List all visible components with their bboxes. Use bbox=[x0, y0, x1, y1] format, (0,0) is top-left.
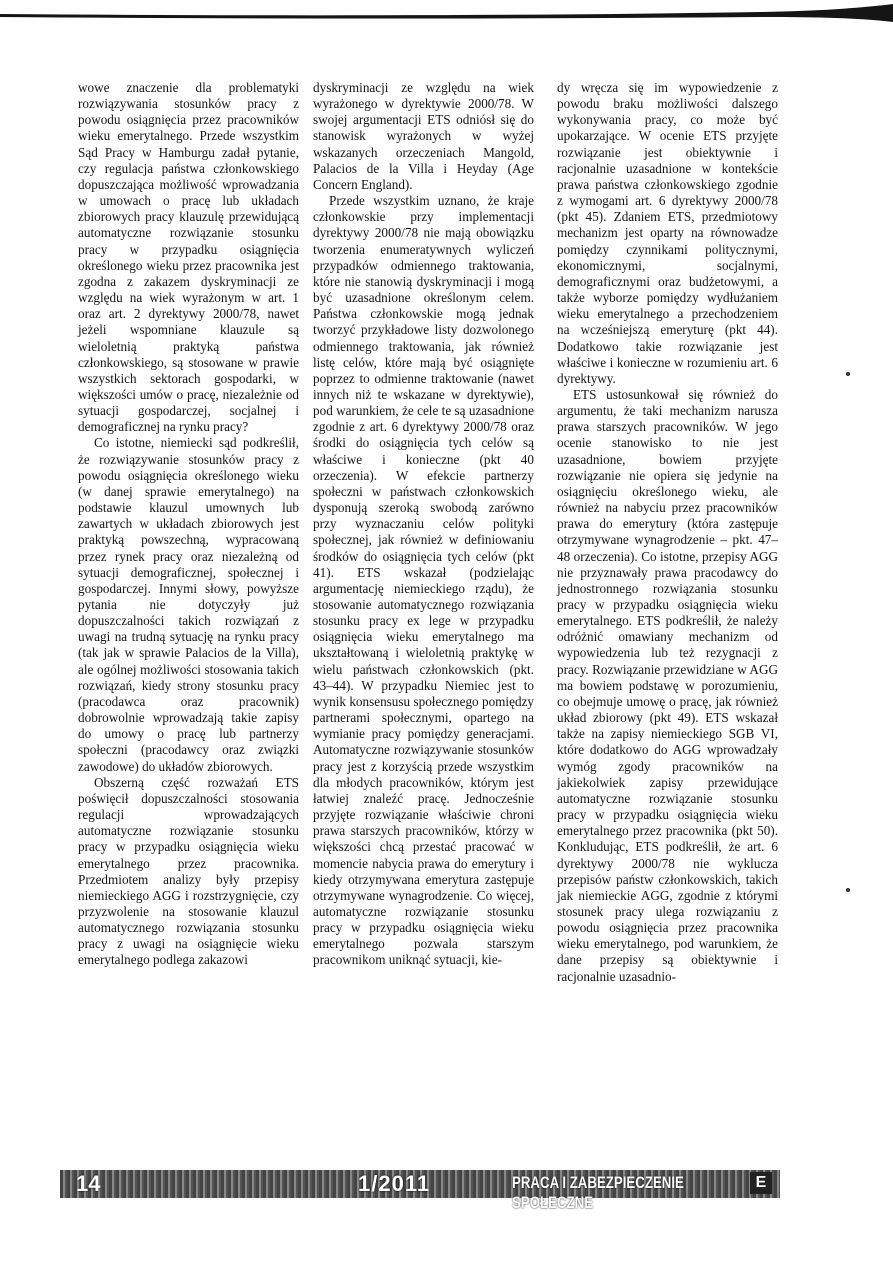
paragraph: Co istotne, niemiecki sąd podkreślił, że rozwiązywanie stosunków pracy z powodu osiągnięcia określonego wieku (w danej sprawie emerytalnego) na podstawie klauzul umownych lub zawartych w układach zbiorowych jest praktyką powszechną, wypracowaną przez rynek pracy oraz niezależną od sytuacji demograficznej, społecznej i gospodarczej. Innymi słowy, powyższe pytania nie dotyczyły już dopuszczalności takich rozwiązań z uwagi na trudną sytuację na rynku pracy (tak jak w sprawie Palacios de la Villa), ale ogólnej możliwości stosowania takich rozwiązań, kiedy strony stosunku pracy (pracodawca oraz pracownik) dobrowolnie wprowadzają takie zapisy do umowy o pracę lub partnerzy społeczni (pracodawcy oraz związki zawodowe) do układów zbiorowych. bbox=[78, 435, 299, 774]
paragraph: Przede wszystkim uznano, że kraje członkowskie przy implementacji dyrektywy 2000/78 nie mają obowiązku tworzenia enumeratywnych wyliczeń przypadków odmiennego traktowania, które nie stanowią dyskryminacji i mogą być uzasadnione określonym celem. Państwa członkowskie mogą jednak tworzyć przykładowe listy dozwolonego odmiennego traktowania, jak również listę celów, które mają być osiągnięte poprzez to odmienne traktowanie (nawet innych niż te wskazane w dyrektywie), pod warunkiem, że cele te są uzasadnione zgodnie z art. 6 dyrektywy 2000/78 oraz środki do osiągnięcia tych celów są właściwe i konieczne (pkt 40 orzeczenia). W efekcie partnerzy społeczni w państwach członkowskich dysponują szeroką swobodą zarówno przy wyznaczaniu celów polityki społecznej, jak również w definiowaniu środków do osiągnięcia tych celów (pkt 41). ETS wskazał (podzielając argumentację niemieckiego rządu), że stosowanie automatycznego rozwiązania stosunku pracy ex lege w przypadku osiągnięcia wieku emerytalnego ma ukształtowaną i wieloletnią praktykę w wielu państwach członkowskich (pkt. 43–44). W przypadku Niemiec jest to wynik konsensusu społecznego pomiędzy partnerami społecznymi, opartego na wymianie pracy pomiędzy generacjami. Automatyczne rozwiązywanie stosunków pracy jest z korzyścią przede wszystkim dla młodych pracowników, którym jest łatwiej znaleźć pracę. Jednocześnie przyjęte rozwiązanie właściwie chroni prawa starszych pracowników, którzy w większości chcą przestać pracować w momencie nabycia prawa do emerytury i kiedy otrzymywana emerytura zastępuje otrzymywane wynagrodzenie. Co więcej, automatyczne rozwiązanie stosunku pracy w przypadku osiągnięcia wieku emerytalnego pozwala starszym pracownikom uniknąć sytuacji, kie- bbox=[313, 193, 534, 968]
page-number: 14 bbox=[76, 1171, 101, 1196]
paragraph: dy wręcza się im wypowiedzenie z powodu braku możliwości dalszego wykonywania pracy, co może być upokarzające. W ocenie ETS przyjęte rozwiązanie jest obiektywnie i racjonalnie uzasadnione w kontekście prawa państwa członkowskiego zgodnie z wymogami art. 6 dyrektywy 2000/78 (pkt 45). Zdaniem ETS, przedmiotowy mechanizm jest oparty na równowadze pomiędzy czynnikami politycznymi, ekonomicznymi, socjalnymi, demograficznymi oraz budżetowymi, a także wyborze pomiędzy wydłużaniem wieku emerytalnego a przechodzeniem na wcześniejszą emeryturę (pkt 44). Dodatkowo takie rozwiązanie jest właściwe i konieczne w rozumieniu art. 6 dyrektywy. bbox=[557, 80, 778, 386]
page-footer bbox=[60, 1170, 780, 1212]
text-column-3 bbox=[557, 80, 778, 985]
journal-title: PRACA I ZABEZPIECZENIE SPOŁECZNE bbox=[512, 1173, 684, 1212]
journal-logo-mark: E bbox=[750, 1172, 772, 1194]
paragraph: dyskryminacji ze względu na wiek wyrażonego w dyrektywie 2000/78. W swojej argumentacji ETS odniósł się do stanowisk wyrażonych w wyżej wskazanych orzeczeniach Mangold, Palacios de la Villa i Heyday (Age Concern England). bbox=[313, 80, 534, 192]
text-column-2 bbox=[313, 80, 534, 969]
paragraph: wowe znaczenie dla problematyki rozwiązywania stosunków pracy z powodu osiągnięcia przez pracowników wieku emerytalnego. Przede wszystkim Sąd Pracy w Hamburgu zadał pytanie, czy regulacja państwa członkowskiego dopuszczająca możliwość wprowadzania w umowach o pracę lub układach zbiorowych pracy klauzulę przewidującą automatyczne rozwiązanie stosunku pracy w przypadku osiągnięcia określonego wieku przez pracownika jest zgodna z zakazem dyskryminacji ze względu na wiek wyrażonym w art. 1 oraz art. 2 dyrektywy 2000/78, nawet jeżeli wspomniane klauzule są wieloletnią praktyką państwa członkowskiego, są stosowane w prawie wszystkich sektorach gospodarki, w większości umów o pracę, niezależnie od sytuacji gospodarczej, socjalnej i demograficznej na rynku pracy? bbox=[78, 80, 299, 435]
issue-number: 1/2011 bbox=[358, 1171, 431, 1196]
paragraph: Obszerną część rozważań ETS poświęcił dopuszczalności stosowania regulacji wprowadzających automatyczne rozwiązanie stosunku pracy w przypadku osiągnięcia wieku emerytalnego przez pracownika. Przedmiotem analizy były przepisy niemieckiego AGG i rozstrzygnięcie, czy przyzwolenie na stosowanie klauzul automatycznego rozwiązania stosunku pracy z uwagi na osiągnięcie wieku emerytalnego podlega zakazowi bbox=[78, 774, 299, 968]
top-swoosh-decoration bbox=[0, 0, 893, 40]
text-column-1 bbox=[78, 80, 299, 969]
scan-speck bbox=[846, 372, 850, 376]
scan-speck bbox=[846, 888, 850, 892]
paragraph: ETS ustosunkował się również do argumentu, że taki mechanizm narusza prawa starszych pracowników. W jego ocenie stanowisko to nie jest uzasadnione, bowiem przyjęte rozwiązanie nie opiera się jedynie na osiągnięciu określonego wieku, ale również na nabyciu przez pracowników prawa do emerytury (która zastępuje otrzymywane wynagrodzenie – pkt. 47–48 orzeczenia). Co istotne, przepisy AGG nie przyznawały prawa pracodawcy do jednostronnego rozwiązania stosunku pracy w przypadku osiągnięcia wieku emerytalnego. ETS podkreślił, że należy odróżnić omawiany mechanizm od wypowiedzenia lub też rezygnacji z pracy. Rozwiązanie przewidziane w AGG ma bowiem podstawę w porozumieniu, co obejmuje umowę o pracę, jak również układ zbiorowy (pkt 49). ETS wskazał także na zapisy niemieckiego SGB VI, które dodatkowo do AGG wprowadzały wymóg zgody pracowników na jakiekolwiek zapisy przewidujące automatyczne rozwiązanie stosunku pracy w przypadku osiągnięcia wieku emerytalnego przez pracownika (pkt 50). Konkludując, ETS podkreślił, że art. 6 dyrektywy 2000/78 nie wyklucza przepisów państw członkowskich, takich jak niemieckie AGG, zgodnie z którymi stosunek pracy ulega rozwiązaniu z powodu osiągnięcia przez pracownika wieku emerytalnego, pod warunkiem, że dane przepisy są obiektywnie i racjonalnie uzasadnio- bbox=[557, 386, 778, 984]
